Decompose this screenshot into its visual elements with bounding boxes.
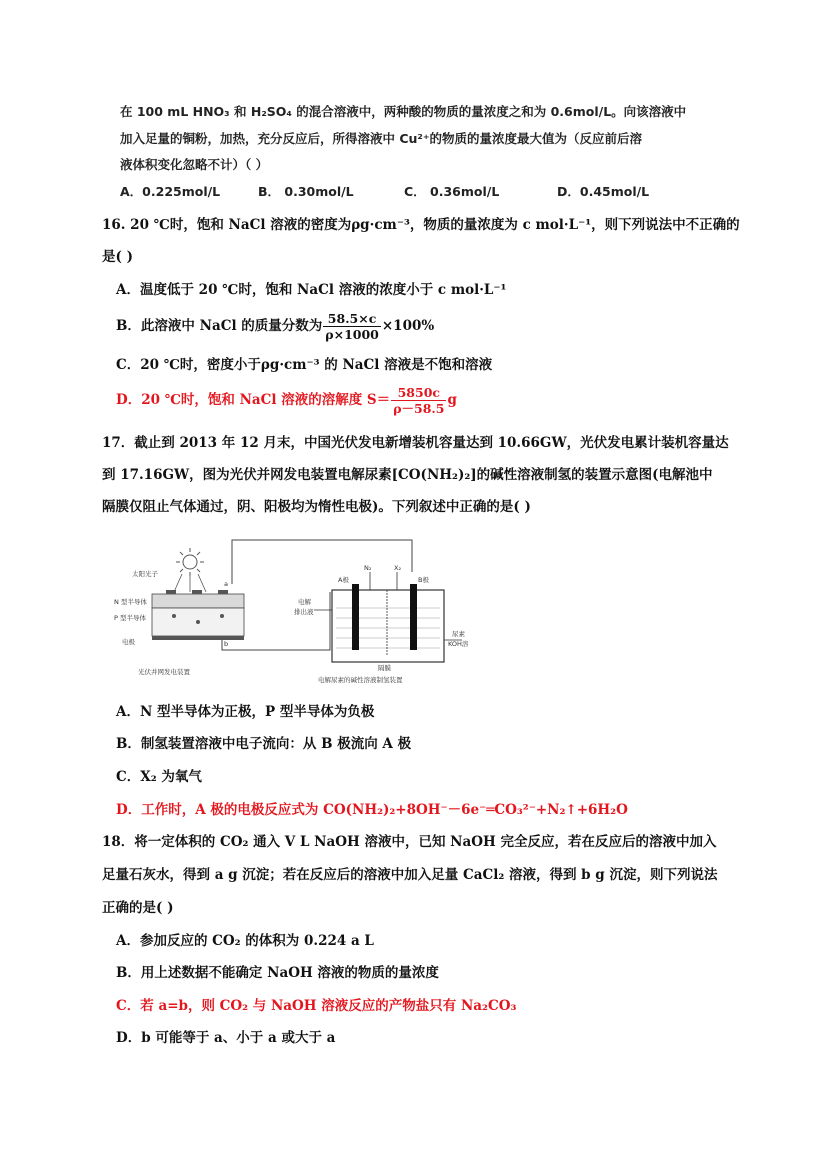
urea-label: 尿素 [452, 630, 465, 638]
q16-option-d-numerator: 5850c [391, 385, 446, 401]
q15-line-1: 在 100 mL HNO₃ 和 H₂SO₄ 的混合溶液中，两种酸的物质的量浓度之和为 0.6mol/L。向该溶液中 [120, 104, 687, 119]
q15-option-d: D．0.45mol/L [557, 184, 650, 199]
n2-label: N₂ [364, 564, 372, 572]
wire-top [232, 540, 412, 584]
koh-label: KOH溶 [448, 640, 469, 648]
q17-option-a: A．N 型半导体为正极，P 型半导体为负极 [116, 704, 375, 720]
right-caption: 电解尿素的碱性溶液制氢装置 [318, 676, 403, 684]
q16-option-c: C．20 ℃时，密度小于ρg·cm⁻³ 的 NaCl 溶液是不饱和溶液 [116, 357, 493, 373]
q15-line-3: 液体积变化忽略不计）（ ） [120, 157, 269, 172]
q16-option-b-suffix: ×100% [381, 318, 435, 334]
q16-option-b-fraction [323, 311, 381, 342]
terminal-b-label: b [224, 640, 229, 648]
q17-option-c: C．X₂ 为氧气 [116, 769, 202, 785]
q16-option-d-answer [116, 380, 457, 420]
q18-option-d: D．b 可能等于 a、小于 a 或大于 a [116, 1030, 336, 1046]
electrode-label: 电极 [122, 638, 135, 646]
q16-option-d-text: D．20 ℃时，饱和 NaCl 溶液的溶解度 S＝ [116, 392, 391, 408]
electrolysis-cell [314, 572, 462, 662]
q16-option-a: A．温度低于 20 ℃时，饱和 NaCl 溶液的浓度小于 c mol·L⁻¹ [116, 282, 507, 298]
q16-option-d-fraction [391, 385, 446, 416]
q18-stem-line-2: 足量石灰水，得到 a g 沉淀；若在反应后的溶液中加入足量 CaCl₂ 溶液，得到 b g 沉淀，则下列说法 [102, 867, 718, 883]
q17-stem-line-2: 到 17.16GW，图为光伏并网发电装置电解尿素[CO(NH₂)₂]的碱性溶液制氢的装置示意图(电解池中 [102, 467, 713, 483]
solar-panel [152, 590, 244, 640]
p-layer-label: P 型半导体 [114, 614, 146, 622]
n-layer-label: N 型半导体 [114, 598, 147, 606]
q18-stem-line-3: 正确的是( ) [102, 900, 174, 916]
q18-option-a: A．参加反应的 CO₂ 的体积为 0.224 a L [116, 933, 374, 949]
q16-option-d-suffix: g [447, 392, 457, 408]
q18-stem-line-1: 18．将一定体积的 CO₂ 通入 V L NaOH 溶液中，已知 NaOH 完全反应，若在反应后的溶液中加入 [102, 834, 717, 850]
q17-option-d-answer: D．工作时，A 极的电极反应式为 CO(NH₂)₂+8OH⁻－6e⁻═CO₃²⁻+N₂↑+6H₂O [116, 802, 628, 818]
left-caption: 光伏并网发电装置 [138, 668, 190, 676]
q16-option-b [116, 309, 434, 343]
q16-option-b-text: B．此溶液中 NaCl 的质量分数为 [116, 318, 323, 334]
a-pole-label: A极 [338, 576, 349, 584]
q16-option-b-denominator: ρ×1000 [325, 327, 379, 342]
q17-diagram [112, 532, 482, 688]
q15-option-b: B． 0.30mol/L [258, 184, 354, 199]
a-electrode [352, 584, 359, 650]
sun-icon [174, 548, 206, 592]
b-electrode [410, 584, 417, 650]
x2-label: X₂ [394, 564, 402, 572]
q18-option-b: B．用上述数据不能确定 NaOH 溶液的物质的量浓度 [116, 965, 439, 981]
q17-option-b: B．制氢装置溶液中电子流向：从 B 极流向 A 极 [116, 736, 412, 752]
sunlight-label: 太阳光子 [132, 570, 158, 578]
q17-stem-line-3: 隔膜仅阻止气体通过，阴、阳极均为惰性电极)。下列叙述中正确的是( ) [102, 499, 531, 515]
q16-stem-line-2: 是( ) [102, 249, 133, 265]
membrane-label: 隔膜 [378, 664, 391, 672]
b-pole-label: B极 [418, 576, 429, 584]
q15-option-a: A．0.225mol/L [120, 184, 221, 199]
outlet-label: 电解 [298, 598, 311, 606]
q15-option-c: C． 0.36mol/L [404, 184, 500, 199]
q15-line-2: 加入足量的铜粉，加热，充分反应后，所得溶液中 Cu²⁺的物质的量浓度最大值为（反应前后溶 [120, 131, 642, 146]
q16-option-b-numerator: 58.5×c [323, 311, 381, 327]
q16-option-d-denominator: ρ－58.5 [393, 401, 445, 416]
terminal-a-label: a [224, 580, 228, 588]
q16-stem-line-1: 16. 20 ℃时，饱和 NaCl 溶液的密度为ρg·cm⁻³，物质的量浓度为 c mol·L⁻¹，则下列说法中不正确的 [102, 217, 740, 233]
outlet-label-2: 排出液 [294, 608, 314, 616]
q17-stem-line-1: 17．截止到 2013 年 12 月末，中国光伏发电新增装机容量达到 10.66GW，光伏发电累计装机容量达 [102, 435, 729, 451]
q18-option-c-answer: C．若 a=b，则 CO₂ 与 NaOH 溶液反应的产物盐只有 Na₂CO₃ [116, 998, 517, 1014]
